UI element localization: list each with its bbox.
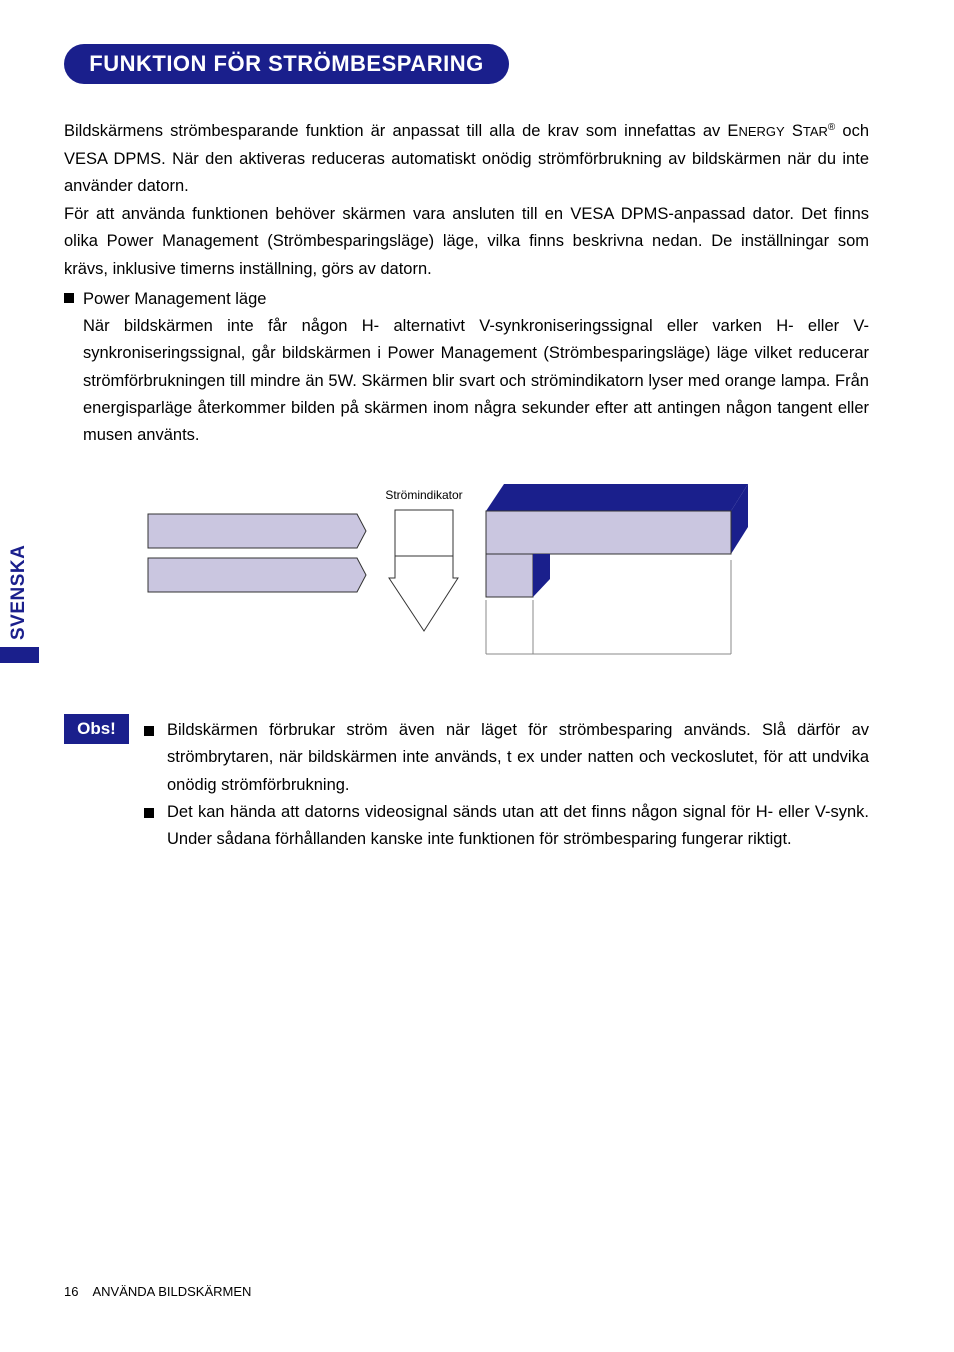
indicator-arrow	[389, 510, 458, 631]
language-tab	[0, 647, 39, 663]
block-leg-side	[533, 554, 550, 597]
note-item: Det kan hända att datorns videosignal sänds utan att det finns någon signal för H- eller V-synk. Under sådana förhållanden kanske inte funktionen för strömbesparing fungerar riktigt.	[143, 799, 869, 854]
intro-paragraph-1: Bildskärmens strömbesparande funktion är anpassat till alla de krav som innefattas av ENERGY STAR® och VESA DPMS. När den aktiveras reduceras automatiskt onödig strömförbrukning av bildskärmen när du inte använder datorn.	[64, 122, 870, 195]
power-management-body: När bildskärmen inte får någon H- alternativt V-synkroniseringssignal eller varken H- eller V-synkroniseringssignal, går bildskärmen i Power Management (Strömbesparingsläge) läge vilket reducerar strömförbrukningen till mindre än 5W. Skärmen blir svart och strömindikatorn lyser med orange lampa. Från energisparläge återkommer bilden på skärmen inom några sekunder efter att antingen någon tangent eller musen använts.	[83, 317, 869, 445]
page-number: 16	[64, 1284, 79, 1299]
block-leg	[486, 554, 533, 597]
page-title: FUNKTION FÖR STRÖMBESPARING	[64, 44, 509, 84]
signal-arrow-lower	[148, 558, 366, 592]
note-item: Bildskärmen förbrukar ström även när läget för strömbesparing används. Slå därför av strömbrytaren, när bildskärmen inte används, t ex under natten och veckoslutet, för att undvika onödig strömförbrukning.	[143, 717, 869, 799]
block-top-face	[486, 484, 748, 511]
bullet-square-icon	[144, 808, 154, 818]
notes-list	[143, 717, 869, 853]
indicator-label: Strömindikator	[385, 488, 463, 502]
power-management-heading: Power Management läge	[64, 286, 266, 313]
signal-arrow-upper	[148, 514, 366, 548]
language-label: SVENSKA	[8, 544, 29, 640]
bullet-square-icon	[144, 726, 154, 736]
note-badge: Obs!	[64, 714, 129, 744]
footer-section: ANVÄNDA BILDSKÄRMEN	[92, 1284, 252, 1299]
intro-paragraph-2: För att använda funktionen behöver skärmen vara ansluten till en VESA DPMS-anpassad dator. Det finns olika Power Management (Strömbesparingsläge) läge, vilka finns beskrivna nedan. De inställningar som krävs, inklusive timerns inställning, görs av datorn.	[64, 204, 869, 278]
block-front-face	[486, 511, 731, 554]
page-footer	[64, 1283, 265, 1301]
